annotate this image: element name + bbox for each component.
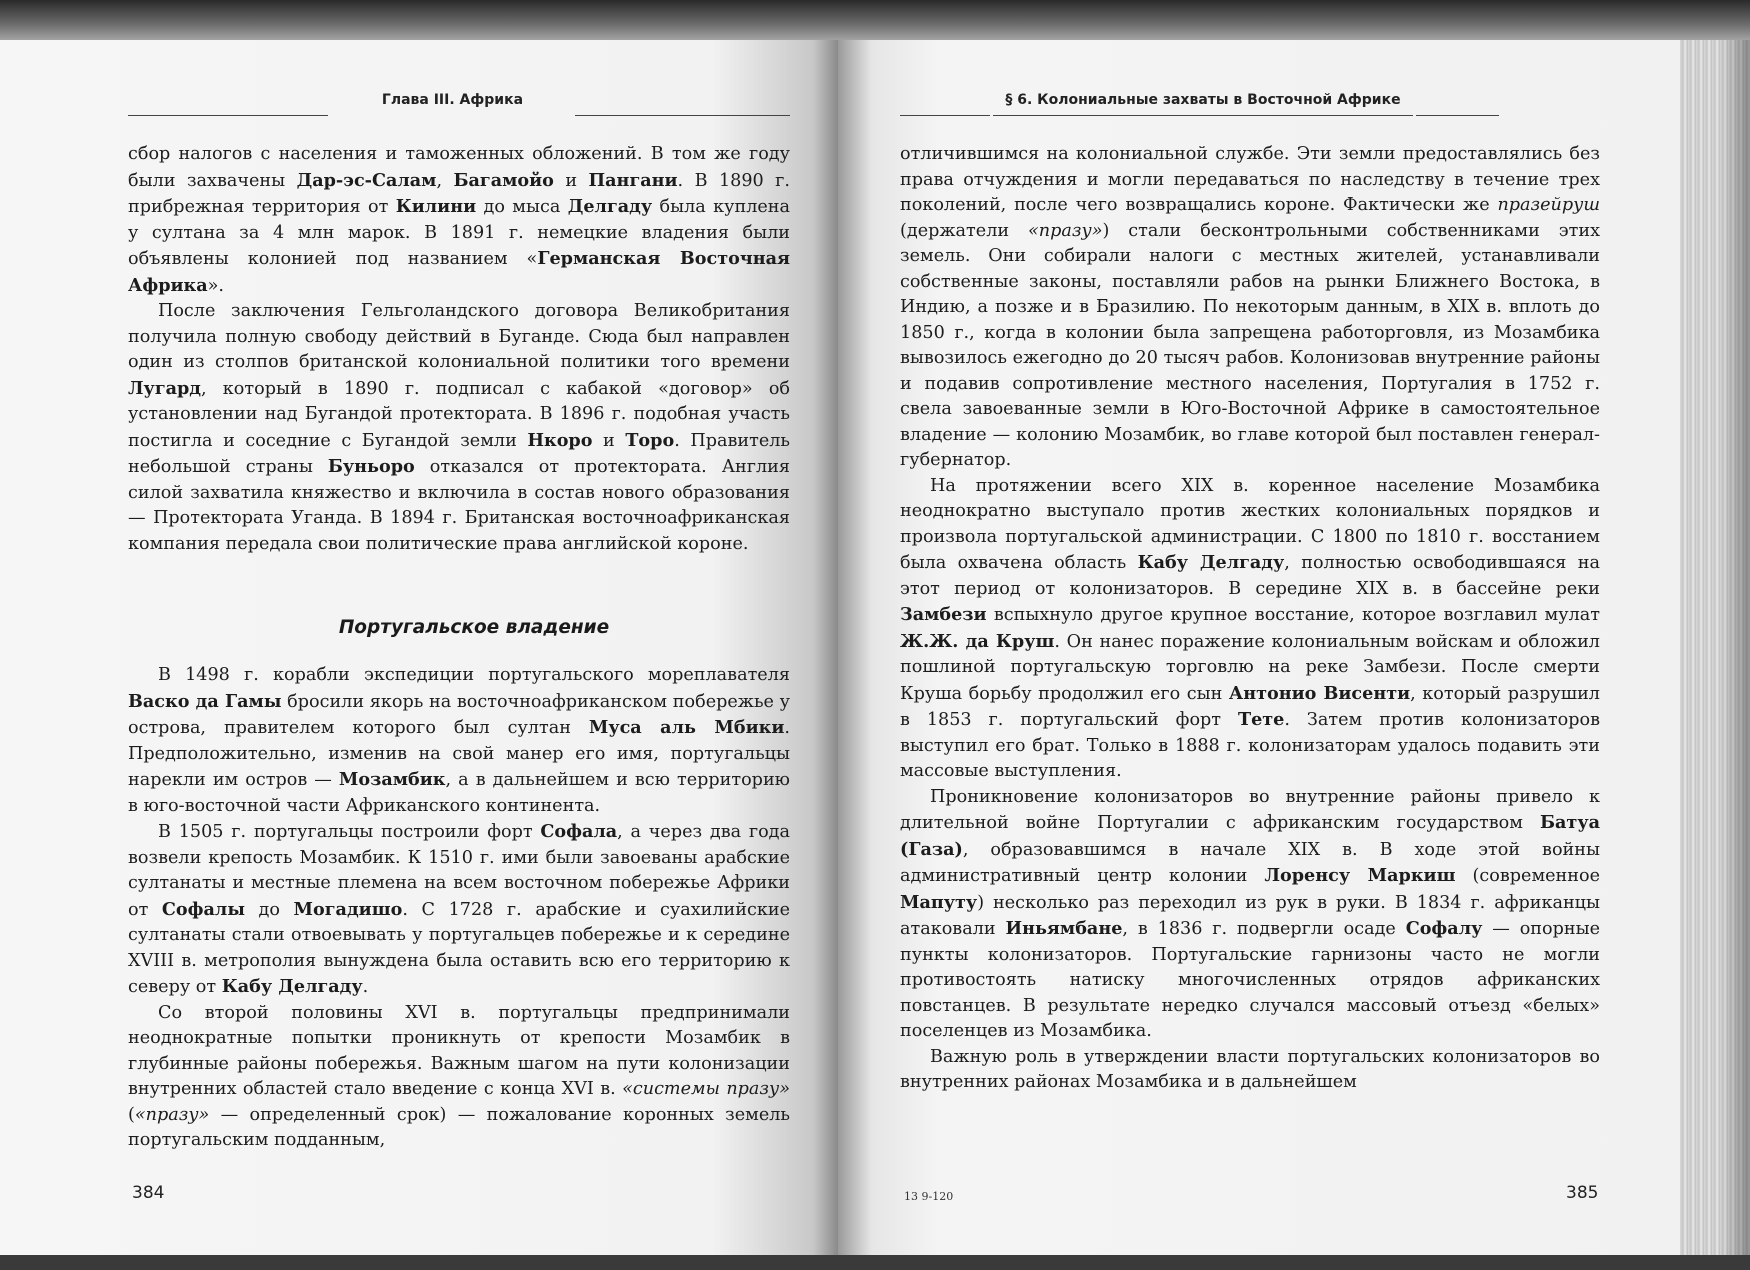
text-run: , bbox=[436, 170, 454, 191]
signature-mark: 13 9-120 bbox=[904, 1190, 954, 1203]
text-run: , в 1836 г. подвергли осаде bbox=[1122, 919, 1406, 939]
left-page bbox=[0, 40, 838, 1255]
page-number-left: 384 bbox=[132, 1183, 165, 1203]
bold-term: Мапуту bbox=[900, 891, 978, 913]
text-run: На протяжении всего XIX в. коренное население Мозамбика неоднократно выступало против жестких колониальных порядков и произвола португальской администрации. С 1800 по 1810 г. восстанием была охвачена область bbox=[900, 475, 1600, 573]
text-run: ) несколько раз переходил из рук в руки. В 1834 г. африканцы атаковали bbox=[900, 892, 1600, 939]
text-run: — опорные пункты колонизаторов. Португальские гарнизоны часто не могли противостоять натиску многочисленных отрядов африканских повстанцев. В результате нередко случался массовый отъезд «белых» поселенцев из Мозамбика. bbox=[900, 919, 1601, 1041]
bold-term: Килини bbox=[395, 196, 477, 217]
bold-term: Пангани bbox=[588, 169, 678, 191]
left-text-top bbox=[128, 142, 790, 557]
bold-term: Лоренсу Маркиш bbox=[1264, 865, 1456, 886]
bold-term: Антонио Висенти bbox=[1228, 682, 1411, 704]
bold-term: Муса аль Мбики bbox=[588, 717, 785, 738]
text-run: отличившимся на колониальной службе. Эти земли предоставлялись без права отчуждения и могли передаваться по наследству в течение трех поколений, после чего возвращались короне. Фактически же bbox=[900, 144, 1600, 215]
bold-term: Иньямбане bbox=[1005, 918, 1123, 939]
paragraph bbox=[128, 663, 790, 819]
paragraph bbox=[128, 1001, 790, 1154]
bold-term: Делгаду bbox=[567, 196, 653, 217]
bold-term: Васко да Гамы bbox=[128, 690, 282, 712]
bold-term: Кабу Делгаду bbox=[1137, 552, 1285, 573]
text-run: ( bbox=[128, 1104, 135, 1125]
text-run: . Затем против колонизаторов выступил его брат. Только в 1888 г. колонизаторам удалось подавить эти массовые выступления. bbox=[900, 710, 1600, 781]
bold-term: Софалу bbox=[1405, 918, 1483, 939]
bold-term: Софалы bbox=[161, 898, 245, 920]
text-run: бросили якорь на восточноафриканском побережье у острова, правителем которого был султан bbox=[128, 691, 790, 738]
paragraph bbox=[128, 819, 790, 1001]
text-run: , образовавшимся в начале XIX в. В ходе этой войны административный центр колонии bbox=[900, 839, 1600, 886]
bold-term: Торо bbox=[625, 429, 675, 451]
text-run: Проникновение колонизаторов во внутренние районы привело к длительной войне Португалии с африканским государством bbox=[900, 786, 1600, 833]
text-run: вспыхнуло другое крупное восстание, которое возглавил мулат bbox=[986, 605, 1600, 625]
bold-term: Тете bbox=[1237, 709, 1285, 730]
text-run: . В 1890 г. прибрежная территория от bbox=[128, 170, 790, 217]
bold-term: Германская Восточная Африка bbox=[128, 248, 790, 296]
paragraph bbox=[900, 142, 1600, 474]
text-run: , полностью освободившаяся на этот период от колонизаторов. В середине XIX в. в бассейне реки bbox=[900, 553, 1600, 599]
text-run: была куплена у султана за 4 млн марок. В 1891 г. немецкие владения были объявлены колонией под названием « bbox=[128, 197, 791, 269]
page-edges-shadow bbox=[1720, 40, 1750, 1255]
italic-term: «системы празу» bbox=[622, 1079, 790, 1099]
page-number-right: 385 bbox=[1566, 1183, 1599, 1203]
text-run: , который в 1890 г. подписал с кабакой «договор» об установлении над Бугандой протектората. В 1896 г. подобная участь постигла и соседние с Бугандой земли bbox=[128, 378, 790, 451]
header-rule-right bbox=[1416, 115, 1499, 116]
text-run: Со второй половины XVI в. португальцы предпринимали неоднократные попытки проникнуть от крепости Мозамбик в глубинные районы побережья. Важным шагом на пути колонизации внутренних областей стало введение с конца XVI в. bbox=[128, 1002, 790, 1099]
text-run: отказался от протектората. Англия силой захватила княжество и включила в состав нового образования — Протектората Уганда. В 1894 г. Британская восточноафриканская компания передала свои политические права английской короне. bbox=[128, 457, 790, 554]
text-run: и bbox=[592, 430, 626, 451]
bold-term: Софала bbox=[540, 821, 618, 842]
bold-term: Нкоро bbox=[527, 429, 593, 451]
running-head-text: Глава III. Африка bbox=[381, 92, 524, 108]
text-run: Важную роль в утверждении власти португальских колонизаторов во внутренних районах Мозамбика и в дальнейшем bbox=[900, 1046, 1600, 1092]
text-run: сбор налогов с населения и таможенных обложений. В том же году были захвачены bbox=[128, 144, 790, 191]
right-page bbox=[838, 40, 1680, 1255]
running-head bbox=[330, 92, 575, 122]
paragraph bbox=[128, 142, 790, 299]
text-run: ) стали бесконтрольными собственниками этих земель. Они собирали налоги с местных жителей, устанавливали собственные законы, поставляли рабов на рынки Ближнего Востока, в Индию, а позже и в Бразилию. По некоторым данным, в XIX в. вплоть до 1850 г., когда в колонии была запрещена работорговля, из Мозамбика вывозилось ежегодно до 20 тысяч рабов. Колонизовав внутренние районы и подавив сопротивление местного населения, Португалия в 1752 г. свела завоеванные земли в Юго-Восточной Африке в самостоятельное владение — колонию Мозамбик, во главе которой был поставлен генерал-губернатор. bbox=[900, 220, 1601, 470]
text-run: После заключения Гельголандского договора Великобритания получила полную свободу действий в Буганде. Сюда был направлен один из столпов британской колониальной политики того времени bbox=[128, 301, 790, 372]
bold-term: Ж.Ж. да Круш bbox=[900, 630, 1055, 652]
left-paragraphs-bottom bbox=[128, 663, 790, 1154]
paragraph bbox=[128, 299, 790, 557]
text-run: — определенный срок) — пожалование коронных земель португальским подданным, bbox=[128, 1104, 790, 1150]
bold-term: Замбези bbox=[900, 604, 987, 625]
header-rule-left bbox=[128, 115, 328, 116]
text-run: . bbox=[362, 977, 369, 997]
left-paragraphs-top bbox=[128, 142, 790, 557]
text-run: (современное bbox=[1455, 866, 1600, 886]
paragraph bbox=[900, 785, 1600, 1045]
bold-term: Лугард bbox=[128, 377, 202, 399]
text-run: , а через два года возвели крепость Мозамбик. К 1510 г. ими были завоеваны арабские султанаты и местные племена на всем восточном побережье Африки от bbox=[128, 822, 790, 920]
bold-term: Могадишо bbox=[293, 898, 403, 920]
paragraph bbox=[900, 474, 1600, 785]
text-run: до bbox=[244, 899, 294, 920]
right-text bbox=[900, 142, 1600, 1096]
header-rule-left bbox=[900, 115, 990, 116]
running-head-text: § 6. Колониальные захваты в Восточной Африке bbox=[1005, 92, 1401, 108]
italic-term: «празу» bbox=[1028, 220, 1103, 241]
left-section-heading bbox=[128, 615, 790, 641]
text-run: . Предположительно, изменив на свой манер его имя, португальцы нарекли им остров — bbox=[128, 718, 790, 790]
section-title: Португальское владение bbox=[338, 617, 610, 638]
bold-term: Багамойо bbox=[453, 169, 554, 191]
italic-term: «празу» bbox=[134, 1104, 210, 1125]
paragraph bbox=[900, 1045, 1600, 1096]
bold-term: Батуа (Газа) bbox=[900, 812, 1600, 860]
text-run: до мыса bbox=[476, 197, 568, 217]
text-run: . С 1728 г. арабские и суахилийские султанаты стали отвоевывать у португальцев побережье и к середине XVIII в. метрополия вынуждена была оставить всю его территорию к северу от bbox=[128, 899, 790, 997]
right-paragraphs bbox=[900, 142, 1600, 1096]
text-run: и bbox=[553, 170, 589, 191]
text-run: , а в дальнейшем и всю территорию в юго-восточной части Африканского континента. bbox=[128, 770, 790, 816]
text-run: . Он нанес поражение колониальным войскам и обложил пошлиной португальскую торговлю на реке Замбези. После смерти Круша борьбу продолжил его сын bbox=[900, 631, 1600, 704]
bold-term: Дар-эс-Салам bbox=[296, 169, 437, 191]
text-run: (держатели bbox=[900, 220, 1029, 241]
text-run: ». bbox=[207, 275, 225, 296]
bold-term: Мозамбик bbox=[338, 769, 446, 790]
text-run: . Правитель небольшой страны bbox=[128, 430, 790, 477]
italic-term: празейруш bbox=[1497, 195, 1600, 215]
text-run: , который разрушил в 1853 г. португальский форт bbox=[900, 683, 1600, 730]
running-head bbox=[993, 92, 1413, 122]
bold-term: Кабу Делгаду bbox=[221, 976, 363, 997]
left-text-bottom bbox=[128, 663, 790, 1154]
text-run: В 1505 г. португальцы построили форт bbox=[158, 822, 541, 842]
header-rule-right bbox=[575, 115, 790, 116]
text-run: В 1498 г. корабли экспедиции португальского мореплавателя bbox=[158, 665, 790, 685]
bold-term: Буньоро bbox=[327, 456, 415, 477]
